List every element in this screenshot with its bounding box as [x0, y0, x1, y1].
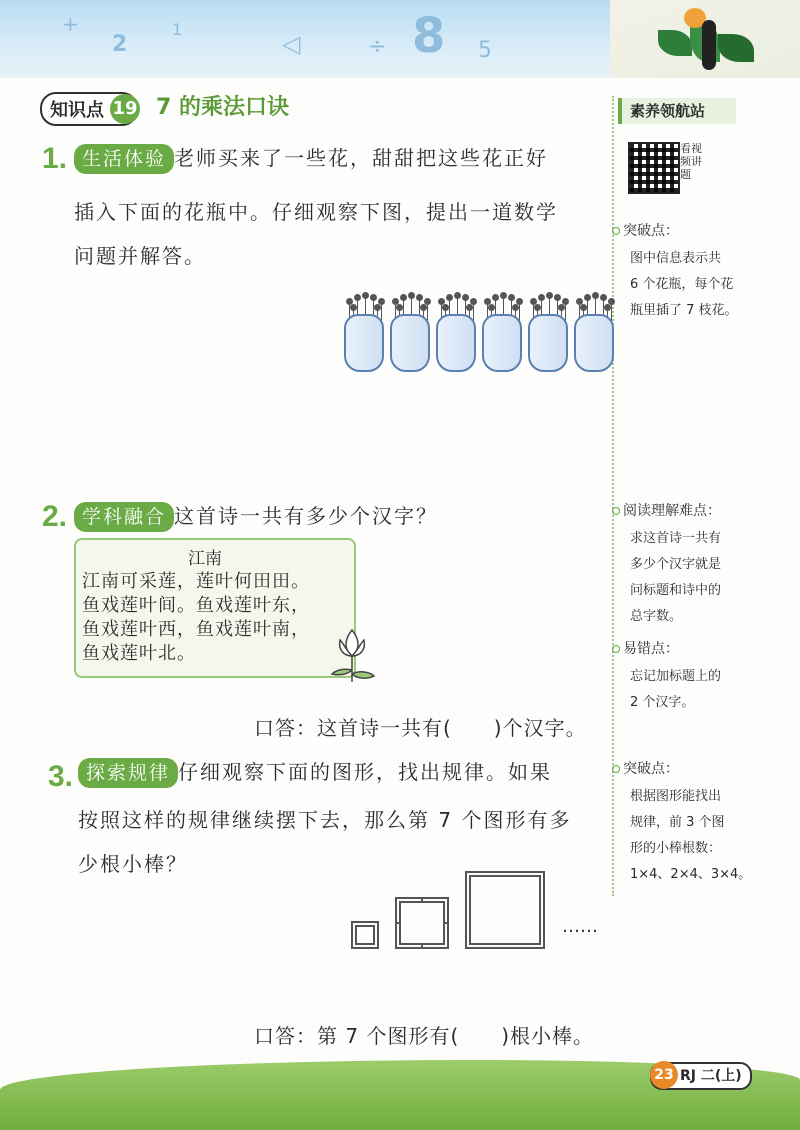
flower-icon: [558, 304, 565, 311]
deco-symbol: ◁: [282, 30, 301, 58]
poem-line: 鱼戏莲叶间。鱼戏莲叶东，: [82, 595, 310, 616]
page-title: 7 的乘法口诀: [156, 95, 289, 120]
square-figure-2: [396, 898, 448, 948]
flower-icon: [462, 294, 469, 301]
sidebar-note-heading: 易错点：: [612, 638, 679, 658]
question-number: 2.: [42, 500, 68, 533]
question-text: 生活体验 老师买来了一些花，甜甜把这些花正好: [74, 136, 548, 180]
sidebar-title: 素养领航站: [618, 98, 736, 124]
vase-icon: [570, 292, 614, 372]
question-text: 探索规律 仔细观察下面的图形，找出规律。如果: [78, 750, 552, 794]
question-number: 3.: [48, 760, 74, 793]
flower-icon: [600, 294, 607, 301]
flower-icon: [466, 304, 473, 311]
page-number: 23: [650, 1061, 678, 1089]
flower-icon: [500, 292, 507, 299]
sidebar-note-heading: 突破点：: [612, 220, 679, 240]
flower-icon: [396, 304, 403, 311]
flower-icon: [442, 304, 449, 311]
flower-icon: [538, 294, 545, 301]
question-tag: 探索规律: [78, 758, 178, 788]
question-text: 插入下面的花瓶中。仔细观察下图，提出一道数学: [74, 200, 558, 224]
flower-icon: [446, 294, 453, 301]
question-tag: 学科融合: [74, 502, 174, 532]
edition-label: RJ 二(上): [650, 1062, 752, 1090]
flower-icon: [400, 294, 407, 301]
answer-line: 口答：这首诗一共有( )个汉字。: [254, 716, 587, 740]
flower-icon: [408, 292, 415, 299]
flower-icon: [534, 304, 541, 311]
flower-icon: [420, 304, 427, 311]
question-text: 少根小棒？: [78, 852, 188, 876]
deco-symbol: ÷: [368, 34, 387, 59]
header-banner: [0, 0, 800, 78]
flower-icon: [546, 292, 553, 299]
knowledge-point-number: 19: [110, 94, 140, 124]
flower-icon: [604, 304, 611, 311]
flower-icon: [508, 294, 515, 301]
ellipsis: ……: [562, 916, 598, 937]
flower-icon: [454, 292, 461, 299]
sidebar-note-text: 求这首诗一共有 多少个汉字就是 问标题和诗中的 总字数。: [630, 531, 722, 624]
deco-symbol: 8: [412, 8, 446, 64]
question-number: 1.: [42, 142, 68, 175]
vase-icon: [432, 292, 476, 372]
question-text: 按照这样的规律继续摆下去，那么第 7 个图形有多: [78, 808, 572, 832]
answer-line: 口答：第 7 个图形有( )根小棒。: [254, 1024, 595, 1048]
stick-figures: [346, 868, 606, 952]
qr-label: 看视频讲题: [680, 142, 702, 181]
poem-line: 鱼戏莲叶西，鱼戏莲叶南，: [82, 619, 310, 640]
qr-code-icon[interactable]: [628, 142, 680, 194]
flower-icon: [512, 304, 519, 311]
knowledge-point-badge: [40, 92, 138, 126]
sidebar-note-text: 根据图形能找出 规律，前 3 个图 形的小棒根数： 1×4、2×4、3×4。: [630, 789, 752, 882]
vase-icon: [386, 292, 430, 372]
flower-icon: [592, 292, 599, 299]
deco-symbol: 2: [112, 32, 128, 57]
poem-line: 鱼戏莲叶北。: [82, 643, 196, 664]
flower-icon: [554, 294, 561, 301]
deco-symbol: 1: [172, 20, 183, 39]
knowledge-point-label: 知识点: [50, 100, 104, 121]
sidebar-note-text: 忘记加标题上的 2 个汉字。: [630, 669, 722, 710]
square-figure-3: [466, 872, 544, 948]
flower-icon: [492, 294, 499, 301]
flower-icon: [354, 294, 361, 301]
lotus-icon: [326, 624, 378, 686]
deco-symbol: 5: [478, 38, 492, 63]
vase-icon: [340, 292, 384, 372]
question-text: 学科融合 这首诗一共有多少个汉字？: [74, 494, 438, 538]
question-tag: 生活体验: [74, 144, 174, 174]
deco-symbol: +: [62, 12, 79, 36]
sidebar-note-heading: 阅读理解难点：: [612, 500, 721, 520]
plant-photo: [610, 0, 800, 78]
flower-icon: [370, 294, 377, 301]
flower-icon: [580, 304, 587, 311]
flower-icon: [416, 294, 423, 301]
question-text: 问题并解答。: [74, 244, 206, 268]
vase-icon: [524, 292, 568, 372]
flower-icon: [374, 304, 381, 311]
flower-icon: [350, 304, 357, 311]
flower-icon: [362, 292, 369, 299]
sidebar-note-heading: 突破点：: [612, 758, 679, 778]
flower-icon: [488, 304, 495, 311]
flower-icon: [584, 294, 591, 301]
poem-title: 江南: [188, 549, 222, 569]
vase-icon: [478, 292, 522, 372]
poem-line: 江南可采莲，莲叶何田田。: [82, 571, 310, 592]
sidebar-note-text: 图中信息表示共 6 个花瓶，每个花 瓶里插了 7 枝花。: [630, 251, 738, 318]
